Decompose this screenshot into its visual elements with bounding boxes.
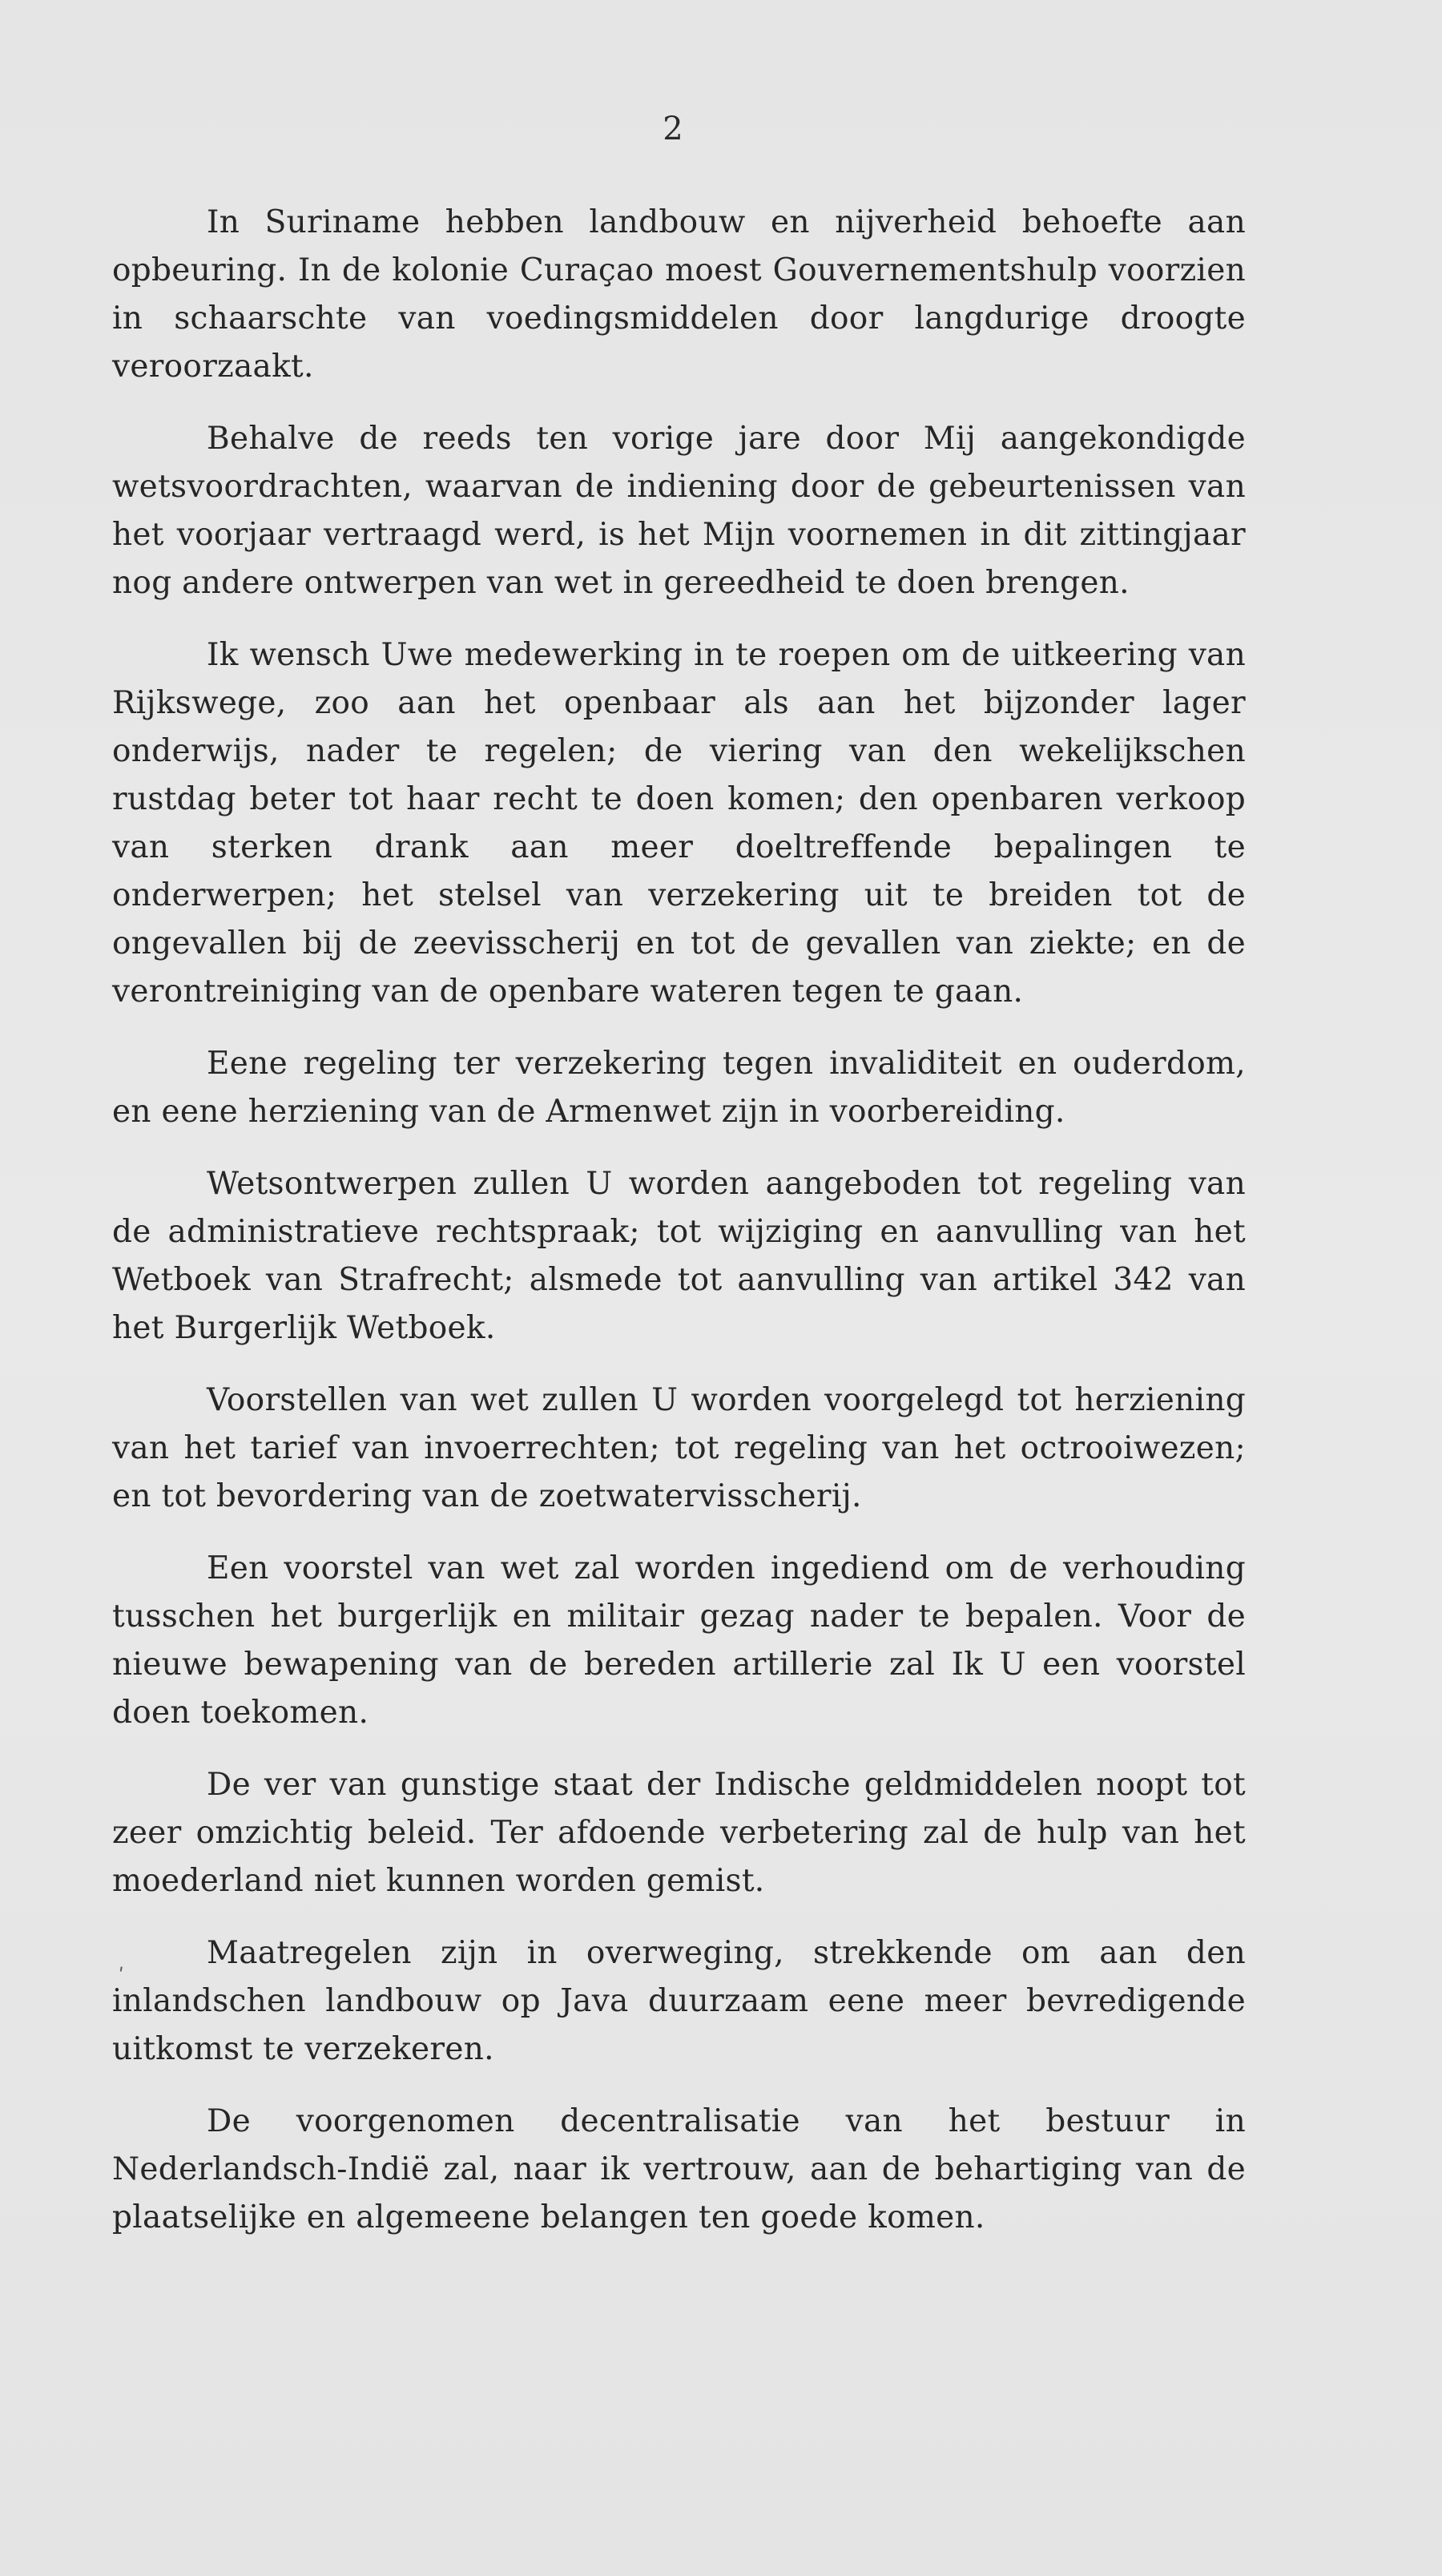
paragraph-suriname: In Suriname hebben landbouw en nijverheid behoefte aan opbeuring. In de kolonie Curaçao moest Gouvernementshulp voorzien in schaarschte van voedingsmiddelen door langdurige droogte veroorzaakt. (112, 204, 1246, 385)
paragraph-wetsvoordrachten: Behalve de reeds ten vorige jare door Mij aangekondigde wetsvoordrachten, waarvan de indiening door de gebeurtenissen van het voorjaar vertraagd werd, is het Mijn voornemen in dit zittingjaar nog andere ontwerpen van wet in gereedheid te doen brengen. (112, 421, 1246, 601)
paragraph-invaliditeit: Eene regeling ter verzekering tegen invaliditeit en ouderdom, en eene herziening van de Armenwet zijn in voorbereiding. (112, 1046, 1246, 1130)
body-text (112, 199, 1246, 2266)
margin-speck: ʹ (119, 1965, 124, 1987)
paragraph-medewerking: Ik wensch Uwe medewerking in te roepen om de uitkeering van Rijkswege, zoo aan het openbaar als aan het bijzonder lager onderwijs, nader te regelen; de viering van den wekelijkschen rustdag beter tot haar recht te doen komen; den openbaren verkoop van sterken drank aan meer doeltreffende bepalingen te onderwerpen; het stelsel van verzekering uit te breiden tot de ongevallen bij de zeevisscherij en tot de gevallen van ziekte; en de verontreiniging van de openbare wateren tegen te gaan. (112, 637, 1246, 1010)
paragraph-gezag: Een voorstel van wet zal worden ingediend om de verhouding tusschen het burgerlijk en militair gezag nader te bepalen. Voor de nieuwe bewapening van de bereden artillerie zal Ik U een voorstel doen toekomen. (112, 1550, 1246, 1731)
paragraph-wetsontwerpen: Wetsontwerpen zullen U worden aangeboden tot regeling van de administratieve rechtspraak; tot wijziging en aanvulling van het Wetboek van Strafrecht; alsmede tot aanvulling van artikel 342 van het Burgerlijk Wetboek. (112, 1166, 1246, 1346)
page-number: 2 (663, 111, 683, 147)
paragraph-landbouw-java: Maatregelen zijn in overweging, strekkende om aan den inlandschen landbouw op Java duurzaam eene meer bevredigende uitkomst te verzekeren. (112, 1935, 1246, 2067)
paragraph-geldmiddelen: De ver van gunstige staat der Indische geldmiddelen noopt tot zeer omzichtig beleid. Ter afdoende verbetering zal de hulp van het moederland niet kunnen worden gemist. (112, 1767, 1246, 1899)
paragraph-decentralisatie: De voorgenomen decentralisatie van het bestuur in Nederlandsch-Indië zal, naar ik vertrouw, aan de behartiging van de plaatselijke en algemeene belangen ten goede komen. (112, 2103, 1246, 2235)
paragraph-voorstellen: Voorstellen van wet zullen U worden voorgelegd tot herziening van het tarief van invoerrechten; tot regeling van het octrooiwezen; en tot bevordering van de zoetwatervisscherij. (112, 1382, 1246, 1514)
